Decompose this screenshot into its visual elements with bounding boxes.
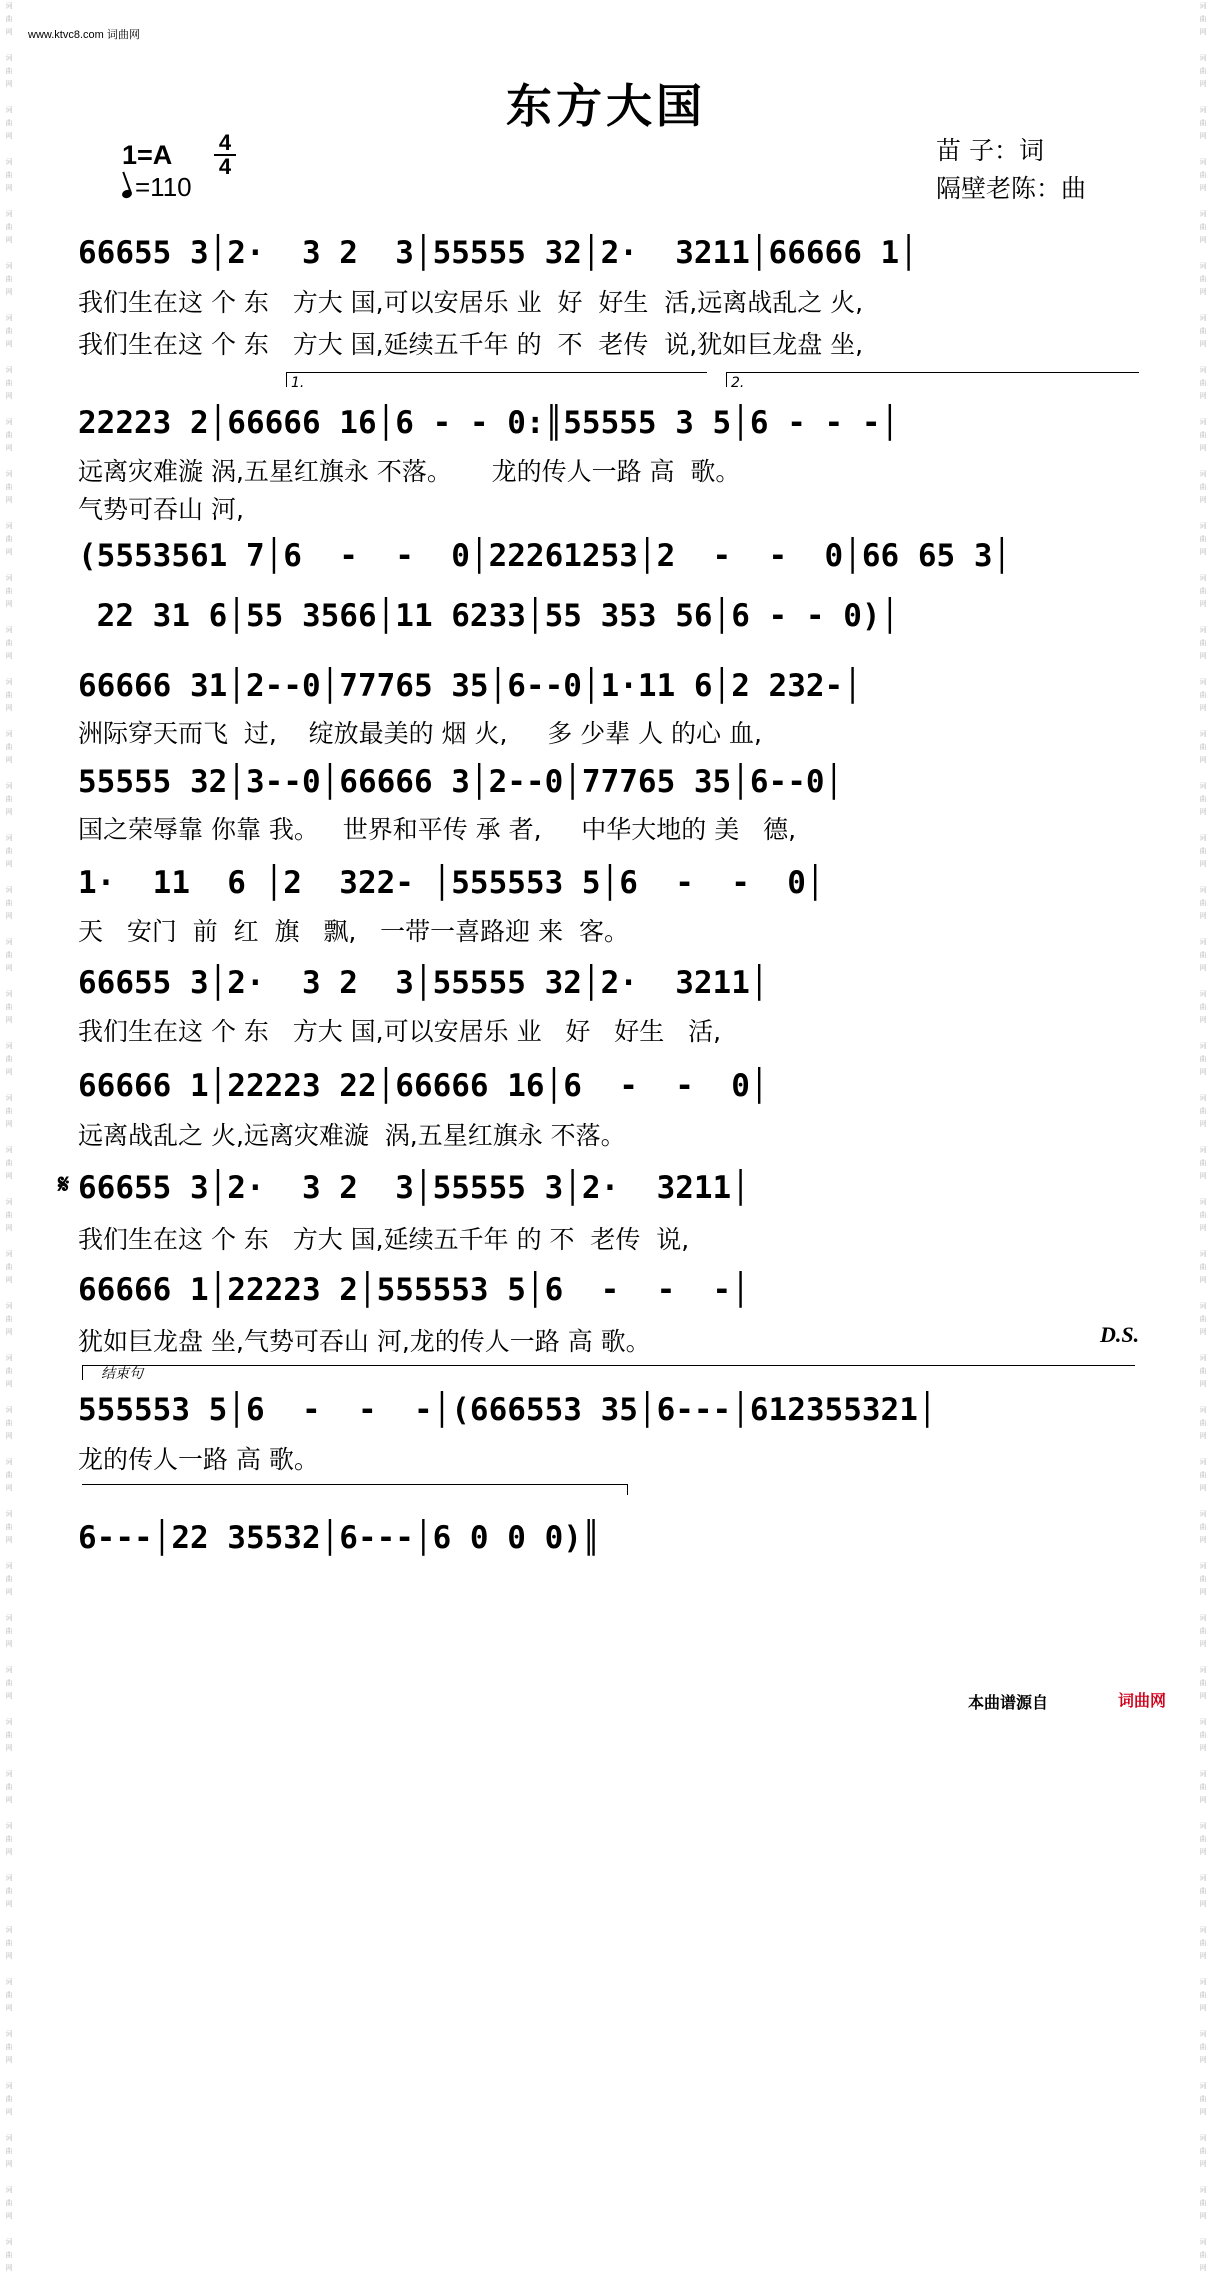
watermark-right: 词 曲 网 词 曲 网 词 曲 网 词 曲 网 词 曲 网 词 曲 网 词 曲 网 词 曲 网 词 曲 网 词 曲 网 词 曲 网 词 曲 网 词 曲 网 词 曲 网 词 曲 网 词 曲 网 词 曲 网 词 曲 网 词 曲 网 词 曲 网 词 曲 网 词 曲 网 词 曲 网 词 曲 网 词 曲 网 词 曲 网 词 曲 网 词 曲 网 词 曲 网 词 曲 网 词 曲 网 词 曲 网 词 曲 网 词 曲 网 词 曲 网 词 曲 网 词 曲 网 词 曲 网 词 曲 网 词 曲 网 词 曲 网 词 曲 网 词 曲 网 词 曲 网	[1199, 2, 1207, 2272]
lyric-line: 气势可吞山 河,	[78, 495, 244, 524]
time-bottom: 4	[218, 154, 232, 179]
notation-line: 22223 2│66666 16│6 - - 0:║55555 3 5│6 - - -│	[78, 405, 900, 441]
watermark-left: 词 曲 网 词 曲 网 词 曲 网 词 曲 网 词 曲 网 词 曲 网 词 曲 网 词 曲 网 词 曲 网 词 曲 网 词 曲 网 词 曲 网 词 曲 网 词 曲 网 词 曲 网 词 曲 网 词 曲 网 词 曲 网 词 曲 网 词 曲 网 词 曲 网 词 曲 网 词 曲 网 词 曲 网 词 曲 网 词 曲 网 词 曲 网 词 曲 网 词 曲 网 词 曲 网 词 曲 网 词 曲 网 词 曲 网 词 曲 网 词 曲 网 词 曲 网 词 曲 网 词 曲 网 词 曲 网 词 曲 网 词 曲 网 词 曲 网 词 曲 网 词 曲 网	[5, 2, 13, 2272]
notation-line: 66666 31│2--0│77765 35│6--0│1·11 6│2 232-│	[78, 668, 862, 704]
lyric-line: 天 安门 前 红 旗 飘, 一带一喜路迎 来 客。	[78, 917, 629, 946]
ds-mark: D.S.	[1100, 1322, 1140, 1347]
notation-line: 55555 32│3--0│66666 3│2--0│77765 35│6--0│	[78, 764, 844, 800]
notation-line: 6---│22 35532│6---│6 0 0 0)║	[78, 1520, 601, 1556]
lyric-line: 远离灾难漩 涡,五星红旗永 不落。 龙的传人一路 高 歌。	[78, 457, 741, 486]
tempo-marking	[122, 172, 192, 203]
footer-site-logo[interactable]: 词曲网	[1118, 1691, 1167, 1710]
notation-line: 66666 1│22223 2│555553 5│6 - - -│	[78, 1272, 750, 1308]
ending-bracket: 结束句	[82, 1365, 1135, 1380]
lyric-line: 我们生在这 个 东 方大 国,可以安居乐 业 好 好生 活,远离战乱之 火,	[78, 288, 864, 317]
notation-line: (5553561 7│6 - - 0│22261253│2 - - 0│66 65 3│	[78, 538, 1012, 574]
notation-line: 1· 11 6 │2 322- │555553 5│6 - - 0│	[78, 865, 825, 901]
time-signature	[212, 132, 238, 178]
quarter-note-icon	[121, 189, 133, 200]
segno-icon: 𝄋	[58, 1170, 70, 1200]
time-top: 4	[218, 130, 232, 155]
lyricist: 苗 子：词	[936, 136, 1044, 165]
volta-2: 2.	[726, 372, 1139, 387]
notation-line: 555553 5│6 - - -│(666553 35│6---│612355321│	[78, 1392, 937, 1428]
notation-line: 66655 3│2· 3 2 3│55555 32│2· 3211│66666 1│	[78, 235, 918, 271]
notation-line: 22 31 6│55 3566│11 6233│55 353 56│6 - - 0)│	[78, 598, 900, 634]
lyric-line: 犹如巨龙盘 坐,气势可吞山 河,龙的传人一路 高 歌。	[78, 1327, 651, 1356]
composer: 隔壁老陈：曲	[936, 174, 1087, 203]
header-url[interactable]: www.ktvc8.com 词曲网	[28, 29, 140, 41]
lyric-line: 龙的传人一路 高 歌。	[78, 1445, 319, 1474]
song-title: 东方大国	[506, 79, 706, 133]
lyric-line: 远离战乱之 火,远离灾难漩 涡,五星红旗永 不落。	[78, 1121, 626, 1150]
lyric-line: 国之荣辱靠 你靠 我。 世界和平传 承 者, 中华大地的 美 德,	[78, 815, 797, 844]
volta-1: 1.	[286, 372, 707, 387]
final-bracket	[82, 1484, 628, 1495]
lyric-line: 我们生在这 个 东 方大 国,延续五千年 的 不 老传 说,犹如巨龙盘 坐,	[78, 330, 864, 359]
lyric-line: 我们生在这 个 东 方大 国,延续五千年 的 不 老传 说,	[78, 1225, 690, 1254]
tempo-value: =110	[135, 172, 192, 202]
credits	[936, 132, 1086, 208]
footer-source: 本曲谱源自	[968, 1693, 1049, 1712]
lyric-line: 洲际穿天而飞 过, 绽放最美的 烟 火, 多 少辈 人 的心 血,	[78, 719, 762, 748]
notation-line: 66655 3│2· 3 2 3│55555 3│2· 3211│	[78, 1170, 750, 1206]
notation-line: 66655 3│2· 3 2 3│55555 32│2· 3211│	[78, 965, 769, 1001]
notation-line: 66666 1│22223 22│66666 16│6 - - 0│	[78, 1068, 769, 1104]
lyric-line: 我们生在这 个 东 方大 国,可以安居乐 业 好 好生 活,	[78, 1017, 722, 1046]
key-signature: 1=A	[122, 140, 173, 170]
